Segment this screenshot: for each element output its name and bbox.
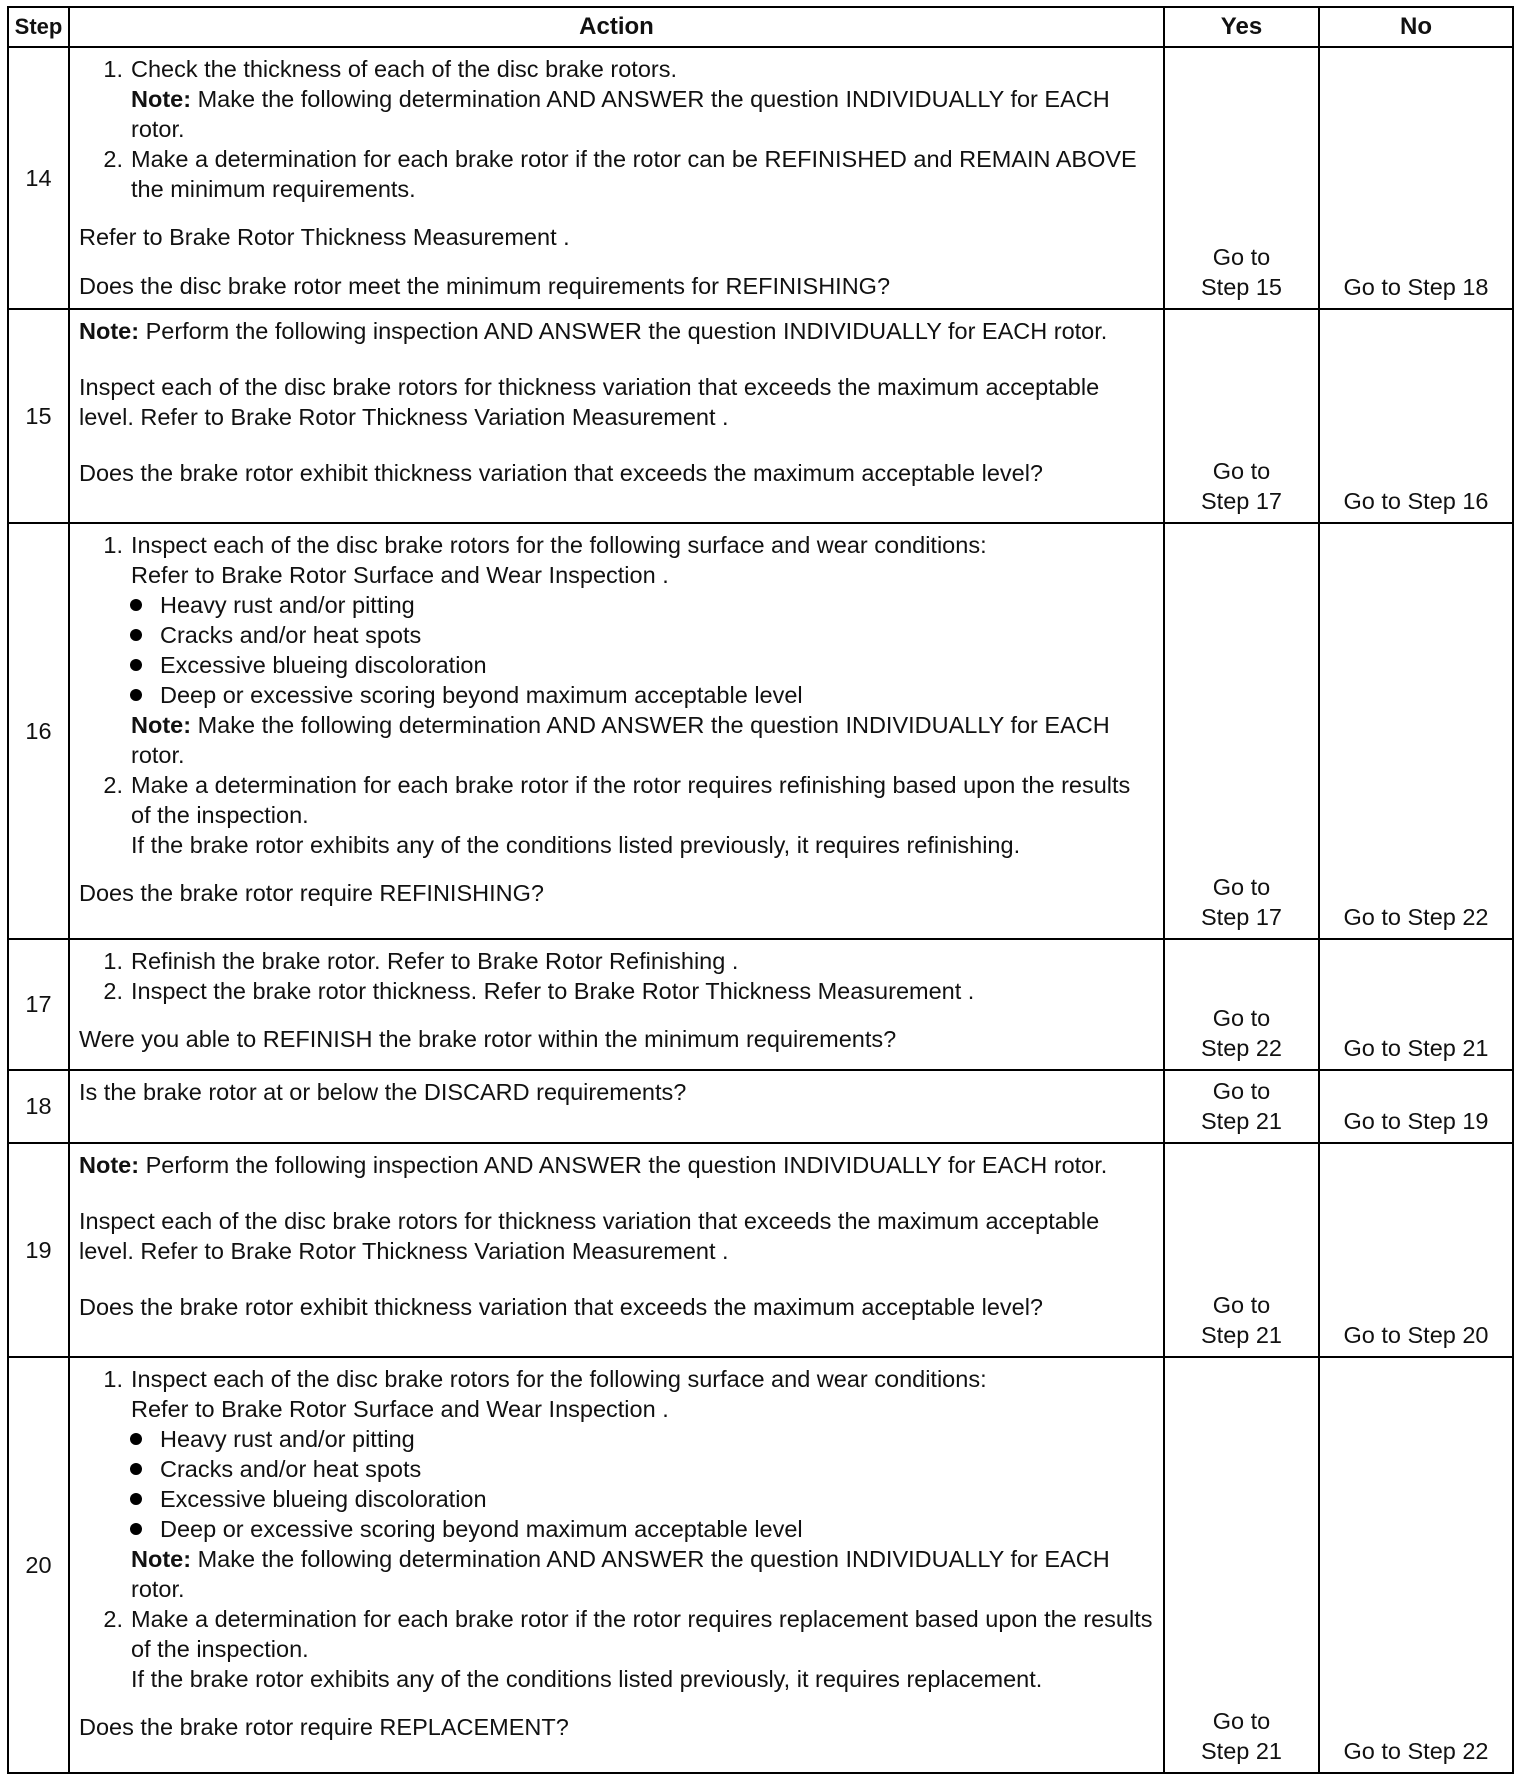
note-label: Note: <box>131 1546 192 1573</box>
header-step: Step <box>8 7 69 47</box>
action-cell <box>69 47 1164 309</box>
question-text: Were you able to REFINISH the brake rotor within the minimum requirements? <box>79 1026 897 1053</box>
yes-step: Step 22 <box>1200 1034 1282 1061</box>
bullet-icon <box>130 1523 142 1535</box>
refer-text: Refer to Brake Rotor Surface and Wear Inspection . <box>131 562 669 589</box>
yes-goto: Go to <box>1212 244 1271 271</box>
note-text: Perform the following inspection AND ANSWER the question INDIVIDUALLY for EACH rotor. <box>139 1152 1108 1179</box>
item-text: Make a determination for each brake rotor if the rotor requires refinishing based upon the results of the inspection. <box>131 772 1131 829</box>
header-no: No <box>1319 7 1513 47</box>
bullet-icon <box>130 689 142 701</box>
question-text: Does the brake rotor exhibit thickness variation that exceeds the maximum acceptable level? <box>79 460 1043 487</box>
table-row <box>8 1143 1513 1357</box>
note-text: Make the following determination AND ANSWER the question INDIVIDUALLY for EACH rotor. <box>131 86 1110 142</box>
header-yes: Yes <box>1164 7 1319 47</box>
table-row <box>8 1357 1513 1773</box>
list-item: 2. Make a determination for each brake rotor if the rotor requires replacement based upon the results of the inspection. If the brake rotor exhibits any of the conditions listed previously, it requires replacement. <box>103 1606 1153 1693</box>
list-item <box>79 144 1153 204</box>
yes-step: Step 21 <box>1200 1738 1282 1764</box>
item-text: Inspect each of the disc brake rotors for the following surface and wear conditions: <box>131 1366 987 1393</box>
action-cell <box>69 1070 1164 1143</box>
note-label: Note: <box>79 1152 140 1179</box>
action-cell <box>69 939 1164 1070</box>
yes-step: Step 15 <box>1200 274 1282 301</box>
step-number: 16 <box>8 523 69 939</box>
item-number: 1. <box>103 56 123 82</box>
refer-text: Refer to Brake Rotor Thickness Measurement . <box>79 224 570 250</box>
yes-cell <box>1164 1143 1319 1357</box>
yes-cell <box>1164 309 1319 523</box>
item-number: 2. <box>103 146 123 172</box>
note-text: Make the following determination AND ANSWER the question INDIVIDUALLY for EACH rotor. <box>131 1546 1110 1603</box>
question-text: Does the disc brake rotor meet the minimum requirements for REFINISHING? <box>79 273 891 299</box>
bullet-icon <box>130 659 142 671</box>
yes-cell <box>1164 523 1319 939</box>
note-label: Note: <box>131 712 192 739</box>
table-row <box>8 939 1513 1070</box>
body-text: Inspect each of the disc brake rotors for thickness variation that exceeds the maximum acceptable level. Refer to Brake Rotor Thickness Variation Measurement . <box>79 374 1100 431</box>
refer-text: Refer to Brake Rotor Surface and Wear Inspection . <box>131 1396 669 1423</box>
yes-goto: Go to <box>1212 1292 1271 1319</box>
step-number: 14 <box>8 47 69 309</box>
bullet-icon <box>130 1493 142 1505</box>
step-number: 19 <box>8 1143 69 1357</box>
header-action: Action <box>69 7 1164 47</box>
no-cell: Go to Step 20 <box>1319 1143 1513 1357</box>
yes-cell <box>1164 1357 1319 1773</box>
header-row <box>8 7 1513 47</box>
note-text: Perform the following inspection AND ANSWER the question INDIVIDUALLY for EACH rotor. <box>139 318 1108 345</box>
action-cell <box>69 1357 1164 1773</box>
yes-step: Step 21 <box>1200 1322 1282 1349</box>
item-subtext: If the brake rotor exhibits any of the conditions listed previously, it requires replacement. <box>131 1666 1043 1693</box>
no-cell: Go to Step 21 <box>1319 939 1513 1070</box>
question-text: Does the brake rotor require REFINISHING? <box>79 880 544 907</box>
action-cell <box>69 523 1164 939</box>
list-item: 1. Refinish the brake rotor. Refer to Brake Rotor Refinishing . <box>79 946 1153 976</box>
step-number: 18 <box>8 1070 69 1143</box>
item-text: Check the thickness of each of the disc brake rotors. <box>131 56 677 82</box>
note-text: Make the following determination AND ANSWER the question INDIVIDUALLY for EACH rotor. <box>131 712 1110 769</box>
list-item: 2. Inspect the brake rotor thickness. Refer to Brake Rotor Thickness Measurement . <box>79 976 1153 1006</box>
yes-step: Step 21 <box>1200 1108 1282 1135</box>
diagnostic-table <box>7 6 1514 1774</box>
bullet-item: Excessive blueing discoloration <box>130 1484 1153 1514</box>
item-text: Make a determination for each brake rotor if the rotor requires replacement based upon the results of the inspection. <box>131 1606 1153 1663</box>
table-row <box>8 1070 1513 1143</box>
yes-goto: Go to <box>1212 458 1271 485</box>
list-item: 1. Inspect each of the disc brake rotors for the following surface and wear conditions: Refer to Brake Rotor Surface and Wear Inspection . <box>79 1364 1153 1424</box>
question-text: Does the brake rotor exhibit thickness variation that exceeds the maximum acceptable level? <box>79 1294 1043 1321</box>
table-row <box>8 47 1513 309</box>
question-text: Is the brake rotor at or below the DISCARD requirements? <box>79 1078 687 1105</box>
list-item: 2. Make a determination for each brake rotor if the rotor requires refinishing based upon the results of the inspection. If the brake rotor exhibits any of the conditions listed previously, it requires refinishing. <box>79 770 1153 860</box>
step-number: 15 <box>8 309 69 523</box>
yes-goto: Go to <box>1212 1708 1271 1734</box>
yes-cell <box>1164 47 1319 309</box>
note-label: Note: <box>131 86 192 112</box>
yes-goto: Go to <box>1212 1078 1271 1105</box>
no-cell: Go to Step 22 <box>1319 523 1513 939</box>
yes-step: Step 17 <box>1200 488 1282 515</box>
no-cell: Go to Step 18 <box>1319 47 1513 309</box>
action-cell <box>69 309 1164 523</box>
bullet-icon <box>130 1433 142 1445</box>
body-text: Inspect each of the disc brake rotors for thickness variation that exceeds the maximum acceptable level. Refer to Brake Rotor Thickness Variation Measurement . <box>79 1208 1100 1265</box>
bullet-item: Heavy rust and/or pitting <box>130 590 1153 620</box>
yes-cell <box>1164 1070 1319 1143</box>
yes-goto: Go to <box>1212 1004 1271 1031</box>
bullet-item: Cracks and/or heat spots <box>130 620 1153 650</box>
bullet-item: Deep or excessive scoring beyond maximum acceptable level <box>130 1514 1153 1544</box>
item-text: Inspect each of the disc brake rotors for the following surface and wear conditions: <box>131 532 987 559</box>
bullet-icon <box>130 1463 142 1475</box>
action-cell <box>69 1143 1164 1357</box>
item-subtext: If the brake rotor exhibits any of the conditions listed previously, it requires refinishing. <box>131 832 1021 859</box>
list-item: 1. Inspect each of the disc brake rotors for the following surface and wear conditions: Refer to Brake Rotor Surface and Wear Inspection . <box>79 530 1153 590</box>
bullet-item: Heavy rust and/or pitting <box>130 1424 1153 1454</box>
no-cell: Go to Step 19 <box>1319 1070 1513 1143</box>
note-label: Note: <box>79 318 140 345</box>
yes-goto: Go to <box>1212 874 1271 901</box>
no-cell: Go to Step 22 <box>1319 1357 1513 1773</box>
list-item <box>79 54 1153 144</box>
no-cell: Go to Step 16 <box>1319 309 1513 523</box>
table-row <box>8 523 1513 939</box>
yes-cell <box>1164 939 1319 1070</box>
bullet-item: Deep or excessive scoring beyond maximum acceptable level <box>130 680 1153 710</box>
item-text: Make a determination for each brake rotor if the rotor can be REFINISHED and REMAIN ABOVE the minimum requirements. <box>131 146 1137 202</box>
question-text: Does the brake rotor require REPLACEMENT? <box>79 1714 569 1741</box>
step-number: 17 <box>8 939 69 1070</box>
bullet-item: Excessive blueing discoloration <box>130 650 1153 680</box>
item-text: Refinish the brake rotor. Refer to Brake Rotor Refinishing . <box>131 948 739 975</box>
yes-step: Step 17 <box>1200 904 1282 931</box>
bullet-item: Cracks and/or heat spots <box>130 1454 1153 1484</box>
bullet-icon <box>130 629 142 641</box>
step-number: 20 <box>8 1357 69 1773</box>
table-row <box>8 309 1513 523</box>
bullet-icon <box>130 599 142 611</box>
item-text: Inspect the brake rotor thickness. Refer to Brake Rotor Thickness Measurement . <box>131 978 975 1005</box>
